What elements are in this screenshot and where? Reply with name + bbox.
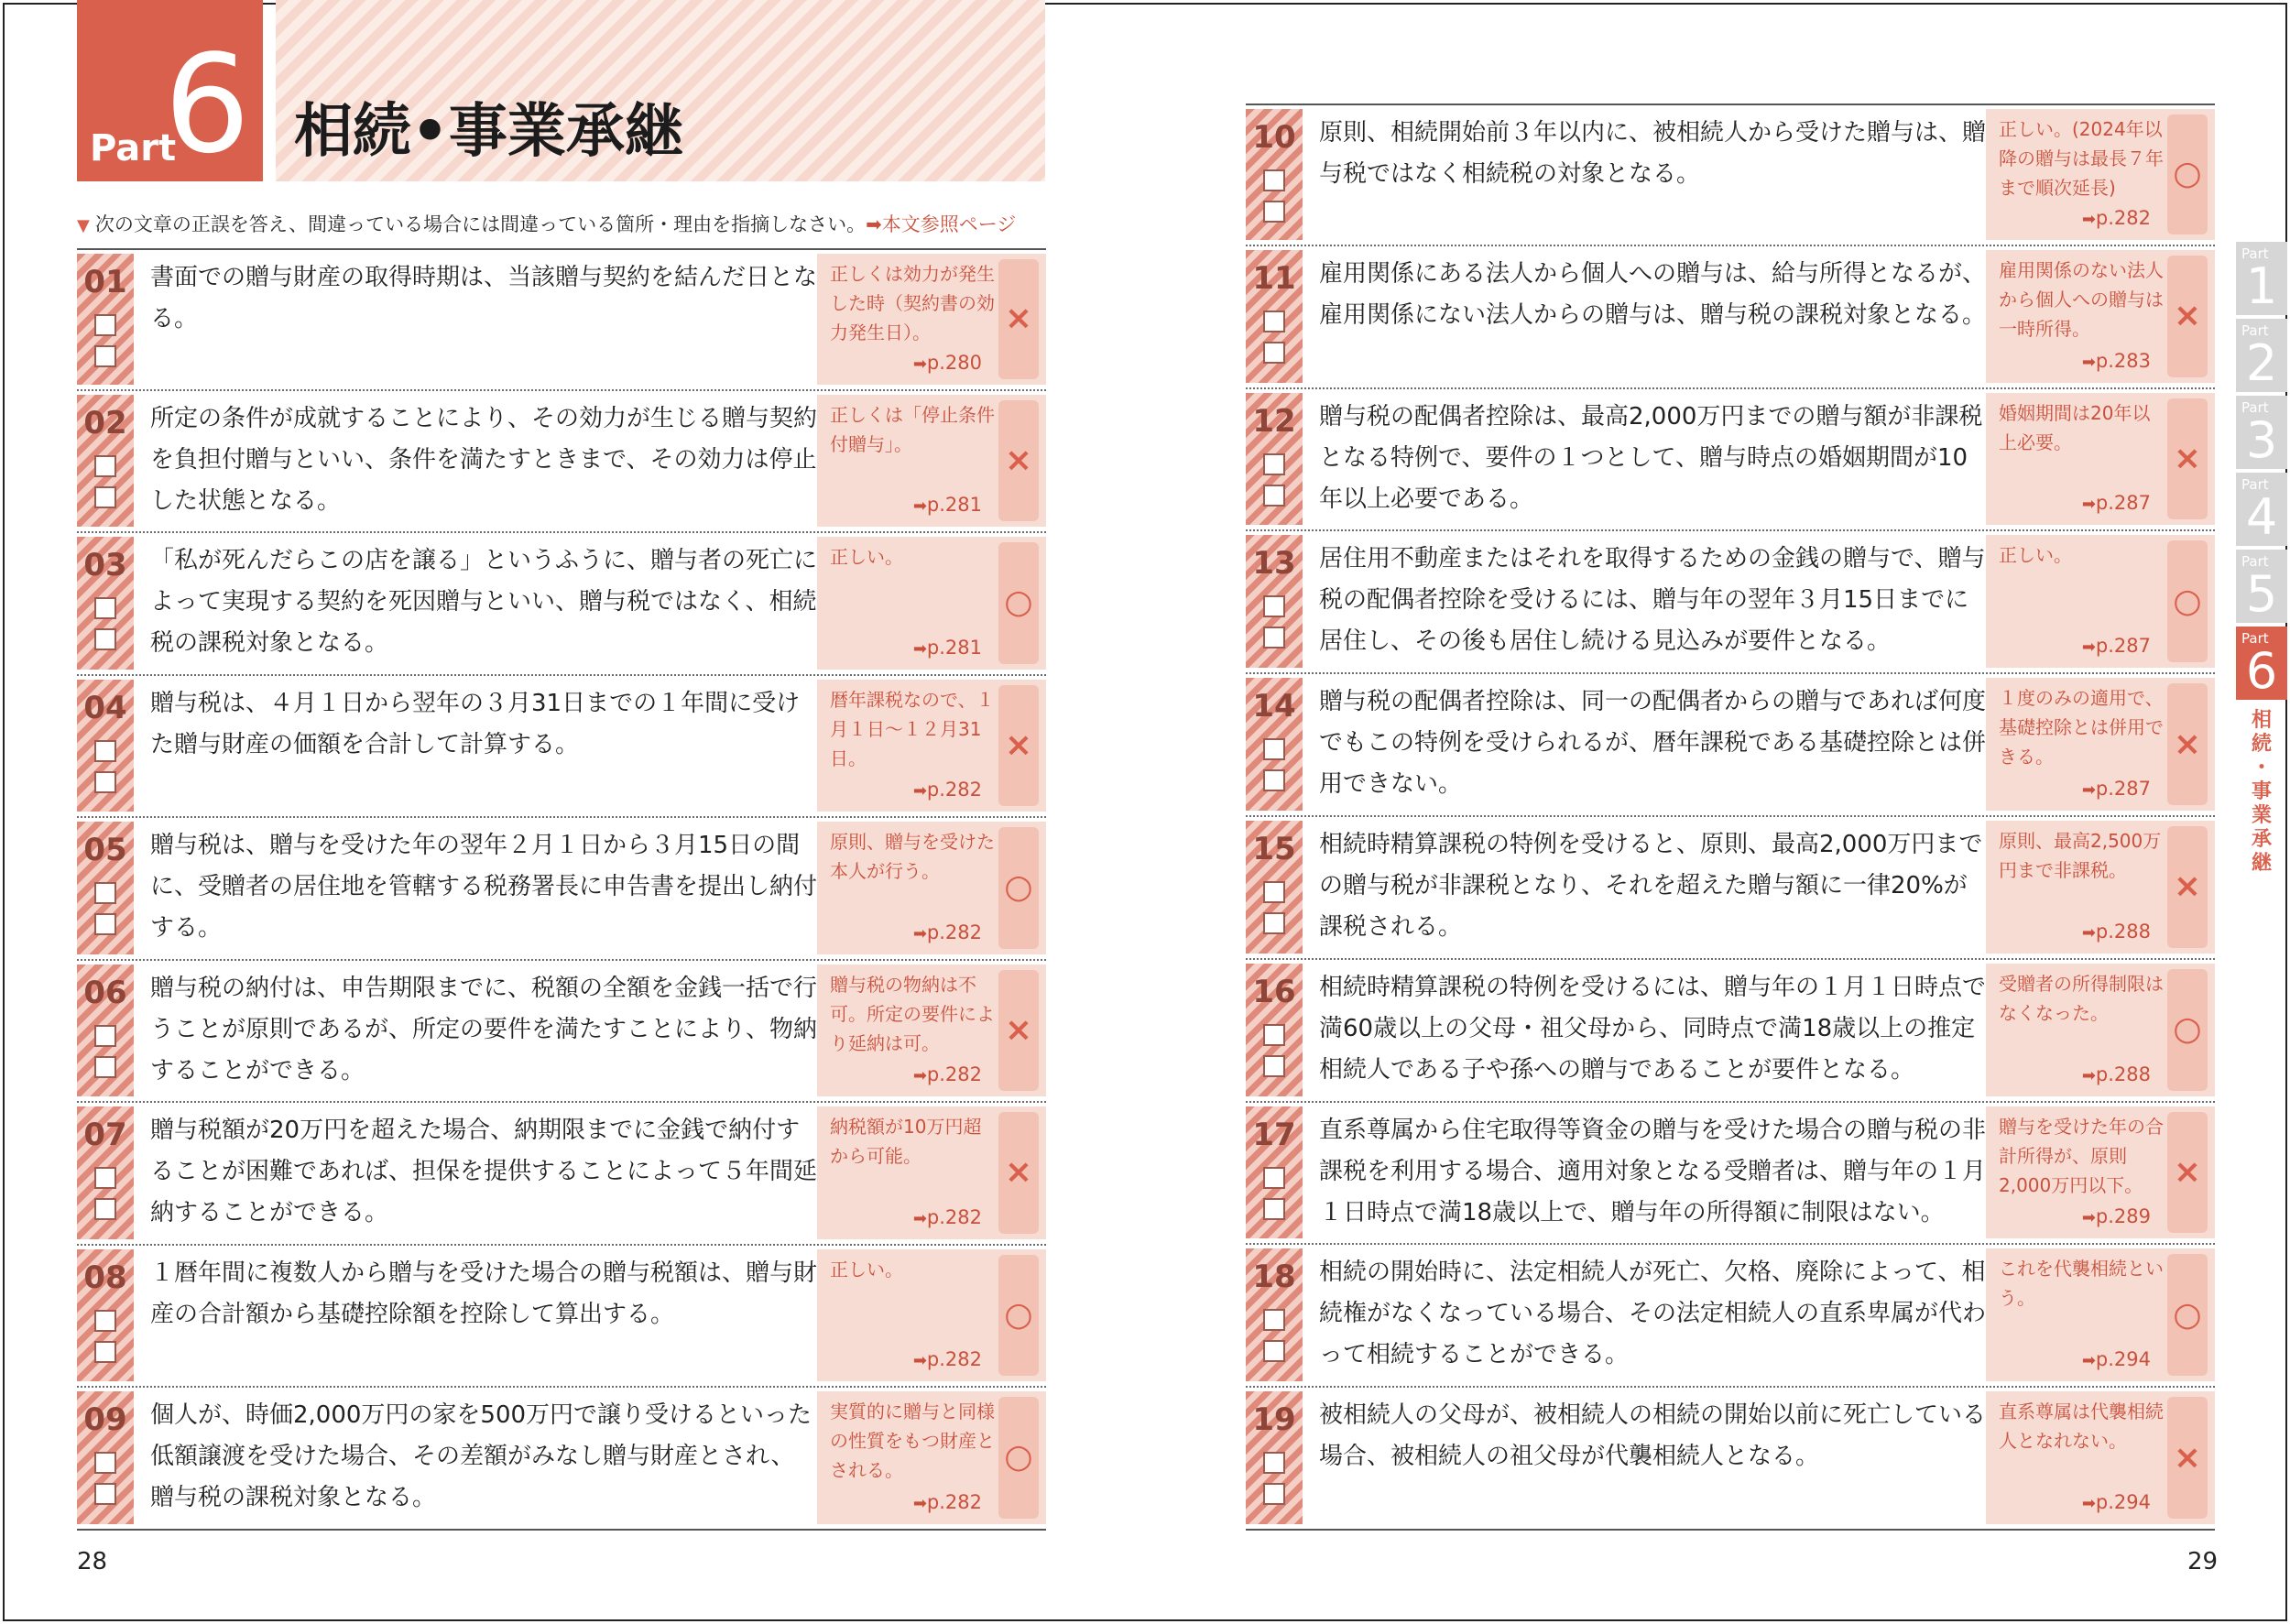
answer-column xyxy=(817,822,1046,954)
explanation-text: 直系尊属は代襲相続人となれない。 xyxy=(1999,1401,2164,1453)
answer-column xyxy=(1986,535,2215,668)
question-number: 14 xyxy=(1252,688,1296,725)
page-reference-text: p.283 xyxy=(2095,349,2151,372)
question-row xyxy=(77,961,1046,1104)
answer-mark-box xyxy=(2167,1254,2208,1376)
answer-mark-box xyxy=(998,1112,1039,1234)
answer-column xyxy=(1986,821,2215,954)
arrow-right-icon: ➡ xyxy=(2081,209,2096,229)
answer-mark: ○ xyxy=(2173,155,2202,193)
part-tab-number: 1 xyxy=(2245,257,2278,315)
answer-column xyxy=(1986,109,2215,240)
explanation-text: 実質的に贈与と同様の性質をもつ財産とされる。 xyxy=(830,1401,995,1481)
part-tab-5[interactable] xyxy=(2236,550,2287,623)
question-text: １暦年間に複数人から贈与を受けた場合の贈与税額は、贈与財産の合計額から基礎控除額を控除して算出する。 xyxy=(150,1259,817,1328)
question-number-column xyxy=(1246,250,1303,383)
answer-checkbox[interactable] xyxy=(94,345,116,367)
part-word: Part xyxy=(90,127,177,169)
question-row xyxy=(1246,674,2215,817)
answer-mark: × xyxy=(2173,867,2202,906)
explanation-text: 正しい。 xyxy=(830,546,903,568)
question-text: 贈与税額が20万円を超えた場合、納期限までに金銭で納付することが困難であれば、担保を提供することによって５年間延納することができる。 xyxy=(150,1117,817,1226)
answer-mark: × xyxy=(2173,297,2202,335)
answer-mark: × xyxy=(2173,1152,2202,1191)
question-number: 01 xyxy=(83,264,127,300)
page-reference xyxy=(2082,1488,2151,1519)
question-text: 相続の開始時に、法定相続人が死亡、欠格、廃除によって、相続権がなくなっている場合、その法定相続人の直系卑属が代わって相続することができる。 xyxy=(1319,1259,1986,1369)
answer-explanation xyxy=(1999,969,2167,1091)
page-reference xyxy=(913,775,982,806)
page-reference xyxy=(913,490,982,521)
answer-mark-box xyxy=(998,400,1039,522)
answer-column xyxy=(1986,250,2215,383)
page-reference-text: p.287 xyxy=(2095,492,2151,515)
page-reference xyxy=(2082,203,2151,234)
question-row xyxy=(1246,531,2215,674)
answer-mark: ○ xyxy=(1004,1295,1033,1334)
answer-checkbox[interactable] xyxy=(1263,1024,1285,1046)
answer-column xyxy=(817,680,1046,812)
question-number-column xyxy=(1246,821,1303,954)
question-text: 直系尊属から住宅取得等資金の贈与を受けた場合の贈与税の非課税を利用する場合、適用対象となる受贈者は、贈与年の１月１日時点で満18歳以上で、贈与年の所得額に制限はない。 xyxy=(1319,1116,1986,1226)
answer-mark-box xyxy=(998,259,1039,379)
answer-explanation xyxy=(830,970,998,1092)
question-number-column xyxy=(77,537,134,670)
question-number-column xyxy=(77,822,134,954)
answer-explanation xyxy=(830,1397,998,1519)
page-reference-text: p.280 xyxy=(926,351,982,374)
answer-column xyxy=(1986,393,2215,526)
part-tab-number: 4 xyxy=(2245,488,2278,546)
arrow-right-icon: ➡ xyxy=(2081,495,2096,515)
answer-mark-box xyxy=(998,1255,1039,1377)
page-reference xyxy=(913,348,982,379)
arrow-right-icon: ➡ xyxy=(2081,1208,2096,1228)
answer-explanation xyxy=(830,827,998,949)
question-number: 16 xyxy=(1252,973,1296,1010)
answer-column xyxy=(817,395,1046,528)
answer-checkbox[interactable] xyxy=(1263,1198,1285,1220)
answer-mark-box xyxy=(2167,826,2208,948)
page-reference xyxy=(2082,774,2151,805)
question-row xyxy=(77,248,1046,391)
answer-mark: ○ xyxy=(1004,868,1033,907)
page-reference xyxy=(913,1060,982,1091)
explanation-text: 受贈者の所得制限はなくなった。 xyxy=(1999,972,2164,1024)
answer-column xyxy=(817,254,1046,385)
right-question-list xyxy=(1246,104,2215,1531)
answer-explanation xyxy=(830,542,998,664)
question-text: 贈与税の配偶者控除は、最高2,000万円までの贈与額が非課税となる特例で、要件の１つとして、贈与時点の婚姻期間が10年以上必要である。 xyxy=(1319,402,1983,513)
question-row xyxy=(1246,389,2215,532)
answer-explanation xyxy=(830,1255,998,1377)
answer-checkbox[interactable] xyxy=(1263,912,1285,934)
answer-checkbox[interactable] xyxy=(94,882,116,904)
question-number: 18 xyxy=(1252,1259,1296,1296)
answer-checkbox[interactable] xyxy=(1263,485,1285,507)
question-number: 08 xyxy=(83,1259,127,1296)
question-number-column xyxy=(1246,1106,1303,1239)
question-number-column xyxy=(1246,964,1303,1096)
page-reference-text: p.288 xyxy=(2095,1063,2151,1085)
answer-column xyxy=(817,965,1046,1097)
page-reference-text: p.287 xyxy=(2095,777,2151,800)
explanation-text: 正しい。 xyxy=(1999,544,2072,567)
question-number-column xyxy=(77,254,134,385)
answer-checkbox[interactable] xyxy=(94,1056,116,1078)
page-reference-text: p.287 xyxy=(2095,635,2151,658)
explanation-text: 贈与税の物納は不可。所定の要件により延納は可。 xyxy=(830,973,995,1054)
answer-checkbox[interactable] xyxy=(1263,453,1285,475)
page-reference xyxy=(2082,1060,2151,1091)
explanation-text: 正しい。 xyxy=(830,1258,903,1281)
page-reference-text: p.282 xyxy=(2095,206,2151,229)
answer-mark-box xyxy=(998,542,1039,664)
part-tab-label: Part xyxy=(2241,399,2269,416)
page-reference-text: p.282 xyxy=(926,921,982,943)
question-text: 贈与税は、４月１日から翌年の３月31日までの１年間に受けた贈与財産の価額を合計して計算する。 xyxy=(150,689,801,758)
chapter-title: 相続•事業承継 xyxy=(294,98,683,166)
question-text: 雇用関係にある法人から個人への贈与は、給与所得となるが、雇用関係にない法人からの贈与は、贈与税の課税対象となる。 xyxy=(1319,259,1986,329)
part-tab-number: 3 xyxy=(2245,411,2278,469)
question-row xyxy=(1246,817,2215,960)
arrow-right-icon: ➡ xyxy=(912,354,927,374)
explanation-text: これを代襲相続という。 xyxy=(1999,1258,2164,1310)
answer-explanation xyxy=(830,685,998,807)
part-tab-number: 6 xyxy=(2245,642,2278,700)
answer-checkbox[interactable] xyxy=(94,455,116,477)
question-text: 「私が死んだらこの店を譲る」というふうに、贈与者の死亡によって実現する契約を死因贈与といい、贈与税ではなく、相続税の課税対象となる。 xyxy=(150,547,817,657)
answer-column xyxy=(817,1391,1046,1524)
answer-mark: ○ xyxy=(2173,582,2202,620)
answer-checkbox[interactable] xyxy=(94,597,116,619)
answer-checkbox[interactable] xyxy=(1263,169,1285,191)
page-reference-text: p.289 xyxy=(2095,1205,2151,1228)
question-row xyxy=(1246,1103,2215,1246)
answer-column xyxy=(1986,1248,2215,1381)
part-tab-2[interactable] xyxy=(2236,319,2287,392)
answer-checkbox[interactable] xyxy=(1263,595,1285,617)
arrow-right-icon: ➡ xyxy=(2081,1493,2096,1513)
question-row xyxy=(77,676,1046,819)
answer-checkbox[interactable] xyxy=(94,740,116,762)
explanation-text: 原則、贈与を受けた本人が行う。 xyxy=(830,831,995,882)
arrow-right-icon: ➡ xyxy=(912,923,927,943)
answer-mark: × xyxy=(1004,441,1033,479)
question-number-column xyxy=(77,965,134,1097)
answer-checkbox[interactable] xyxy=(94,1483,116,1505)
answer-checkbox[interactable] xyxy=(1263,1483,1285,1505)
question-number: 17 xyxy=(1252,1116,1296,1153)
answer-checkbox[interactable] xyxy=(1263,1055,1285,1077)
triangle-down-icon: ▼ xyxy=(77,216,90,235)
question-row xyxy=(1246,246,2215,389)
question-row xyxy=(77,533,1046,676)
answer-checkbox[interactable] xyxy=(94,1452,116,1474)
arrow-right-icon: ➡ xyxy=(912,638,927,659)
answer-checkbox[interactable] xyxy=(1263,311,1285,332)
answer-checkbox[interactable] xyxy=(1263,1167,1285,1189)
answer-mark-box xyxy=(2167,114,2208,234)
part-tab-label: Part xyxy=(2241,553,2269,570)
question-number: 19 xyxy=(1252,1401,1296,1439)
explanation-text: １度のみの適用で、基礎控除とは併用できる。 xyxy=(1999,687,2164,768)
page-reference xyxy=(913,1488,982,1519)
question-text: 相続時精算課税の特例を受けるには、贈与年の１月１日時点で満60歳以上の父母・祖父母から、同時点で満18歳以上の推定相続人である子や孫への贈与であることが要件となる。 xyxy=(1319,973,1986,1084)
answer-checkbox[interactable] xyxy=(94,1167,116,1189)
answer-checkbox[interactable] xyxy=(1263,1309,1285,1331)
question-text: 所定の条件が成就することにより、その効力が生じる贈与契約を負担付贈与といい、条件を満たすときまで、その効力は停止した状態となる。 xyxy=(150,404,817,515)
answer-checkbox[interactable] xyxy=(94,913,116,935)
answer-checkbox[interactable] xyxy=(94,314,116,336)
answer-checkbox[interactable] xyxy=(94,771,116,793)
answer-explanation xyxy=(1999,256,2167,377)
arrow-right-icon: ➡ xyxy=(2081,922,2096,943)
arrow-right-icon: ➡ xyxy=(912,1493,927,1513)
answer-column xyxy=(1986,1106,2215,1239)
answer-mark: × xyxy=(1004,300,1033,338)
explanation-text: 婚姻期間は20年以上必要。 xyxy=(1999,401,2151,453)
part-tab-6[interactable] xyxy=(2236,627,2287,700)
answer-mark: ○ xyxy=(2173,1010,2202,1049)
question-text: 贈与税の配偶者控除は、同一の配偶者からの贈与であれば何度でもこの特例を受けられるが、暦年課税である基礎控除とは併用できない。 xyxy=(1319,688,1986,799)
question-number: 15 xyxy=(1252,830,1296,867)
answer-column xyxy=(817,1106,1046,1239)
explanation-text: 贈与を受けた年の合計所得が、原則2,000万円以下。 xyxy=(1999,1115,2164,1196)
explanation-text: 納税額が10万円超から可能。 xyxy=(830,1116,982,1167)
answer-explanation xyxy=(1999,540,2167,662)
answer-explanation xyxy=(830,1112,998,1234)
question-text: 相続時精算課税の特例を受けると、原則、最高2,000万円までの贈与税が非課税となり、それを超えた贈与額に一律20%が課税される。 xyxy=(1319,830,1983,941)
explanation-text: 正しい。(2024年以降の贈与は最長７年まで順次延長) xyxy=(1999,118,2164,199)
question-text: 個人が、時価2,000万円の家を500万円で譲り受けるといった低額譲渡を受けた場合、その差額がみなし贈与財産とされ、贈与税の課税対象となる。 xyxy=(150,1401,812,1511)
answer-explanation xyxy=(830,259,998,379)
question-number-column xyxy=(77,1391,134,1524)
question-number-column xyxy=(77,1249,134,1382)
answer-explanation xyxy=(1999,1112,2167,1234)
question-number-column xyxy=(77,1106,134,1239)
answer-checkbox[interactable] xyxy=(1263,769,1285,791)
answer-column xyxy=(817,537,1046,670)
page-reference-text: p.282 xyxy=(926,1348,982,1370)
page-reference xyxy=(2082,631,2151,662)
explanation-text: 正しくは効力が発生した時（契約書の効力発生日）。 xyxy=(830,263,995,343)
answer-column xyxy=(817,1249,1046,1382)
answer-checkbox[interactable] xyxy=(1263,738,1285,760)
answer-column xyxy=(1986,1391,2215,1524)
question-row xyxy=(1246,1245,2215,1388)
answer-mark-box xyxy=(2167,1397,2208,1519)
part-side-tabs xyxy=(2236,242,2287,876)
question-text: 被相続人の父母が、被相続人の相続の開始以前に死亡している場合、被相続人の祖父母が代襲相続人となる。 xyxy=(1319,1401,1986,1471)
answer-checkbox[interactable] xyxy=(1263,1340,1285,1362)
part-number: 6 xyxy=(164,26,251,183)
answer-explanation xyxy=(1999,826,2167,948)
answer-column xyxy=(1986,678,2215,811)
page-reference-text: p.282 xyxy=(926,1063,982,1085)
page-reference-text: p.282 xyxy=(926,779,982,801)
answer-explanation xyxy=(1999,398,2167,520)
active-tab-title: 相 続 ・ 事 業 承 継 xyxy=(2251,709,2272,875)
instruction-ref: ➡本文参照ページ xyxy=(866,213,1017,235)
part-tab-3[interactable] xyxy=(2236,396,2287,469)
part-tab-label: Part xyxy=(2241,245,2269,262)
question-number: 12 xyxy=(1252,402,1296,440)
answer-explanation xyxy=(1999,114,2167,234)
answer-mark: × xyxy=(1004,725,1033,764)
question-number: 06 xyxy=(83,974,127,1011)
instruction xyxy=(77,209,1048,240)
page-reference xyxy=(913,1345,982,1376)
answer-checkbox[interactable] xyxy=(94,628,116,650)
question-text: 書面での贈与財産の取得時期は、当該贈与契約を結んだ日となる。 xyxy=(150,264,817,332)
part-tab-number: 2 xyxy=(2245,334,2278,392)
question-number: 10 xyxy=(1252,119,1296,156)
question-text: 居住用不動産またはそれを取得するための金銭の贈与で、贈与税の配偶者控除を受けるには、贈与年の翌年３月15日までに居住し、その後も居住し続ける見込みが要件となる。 xyxy=(1319,545,1986,656)
question-number-column xyxy=(1246,678,1303,811)
page-reference-text: p.281 xyxy=(926,494,982,516)
answer-checkbox[interactable] xyxy=(94,1310,116,1332)
answer-checkbox[interactable] xyxy=(1263,881,1285,903)
page-reference-text: p.282 xyxy=(926,1205,982,1228)
answer-checkbox[interactable] xyxy=(94,1198,116,1220)
explanation-text: 正しくは「停止条件付贈与」。 xyxy=(830,403,995,455)
page-number-left: 28 xyxy=(77,1548,108,1575)
question-row xyxy=(77,1103,1046,1246)
page-reference xyxy=(2082,1202,2151,1233)
question-number-column xyxy=(1246,109,1303,240)
answer-mark-box xyxy=(2167,540,2208,662)
part-tab-1[interactable] xyxy=(2236,242,2287,315)
question-row xyxy=(1246,1388,2215,1531)
answer-mark-box xyxy=(998,685,1039,807)
question-number: 09 xyxy=(83,1401,127,1438)
answer-explanation xyxy=(830,400,998,522)
question-row xyxy=(77,1388,1046,1531)
question-number-column xyxy=(1246,393,1303,526)
answer-mark-box xyxy=(998,970,1039,1092)
answer-mark: ○ xyxy=(1004,583,1033,622)
left-question-list xyxy=(77,248,1046,1531)
part-tab-label: Part xyxy=(2241,322,2269,339)
page-reference xyxy=(913,1203,982,1234)
question-number: 02 xyxy=(83,404,127,441)
answer-checkbox[interactable] xyxy=(94,486,116,508)
answer-mark-box xyxy=(998,827,1039,949)
answer-mark-box xyxy=(2167,1112,2208,1234)
question-text: 原則、相続開始前３年以内に、被相続人から受けた贈与は、贈与税ではなく相続税の対象となる。 xyxy=(1319,119,1986,188)
page-reference-text: p.282 xyxy=(926,1490,982,1513)
answer-explanation xyxy=(1999,683,2167,805)
question-number-column xyxy=(1246,535,1303,668)
part-tab-label: Part xyxy=(2241,630,2269,647)
page-reference xyxy=(2082,917,2151,948)
answer-column xyxy=(1986,964,2215,1096)
page-reference xyxy=(2082,488,2151,519)
answer-mark: × xyxy=(2173,1438,2202,1477)
explanation-text: 暦年課税なので、１月１日～１２月31日。 xyxy=(830,688,995,769)
question-number: 03 xyxy=(83,547,127,583)
arrow-right-icon: ➡ xyxy=(2081,638,2096,658)
arrow-right-icon: ➡ xyxy=(912,496,927,516)
question-number: 11 xyxy=(1252,259,1296,297)
arrow-right-icon: ➡ xyxy=(2081,352,2096,372)
answer-mark-box xyxy=(2167,398,2208,520)
answer-mark-box xyxy=(2167,256,2208,377)
answer-mark-box xyxy=(2167,683,2208,805)
part-tab-number: 5 xyxy=(2245,565,2278,623)
answer-mark-box xyxy=(2167,969,2208,1091)
question-number-column xyxy=(77,680,134,812)
arrow-right-icon: ➡ xyxy=(912,1351,927,1370)
question-number: 07 xyxy=(83,1117,127,1153)
arrow-right-icon: ➡ xyxy=(2081,1065,2096,1085)
explanation-text: 原則、最高2,500万円まで非課税。 xyxy=(1999,829,2162,881)
question-text: 贈与税は、贈与を受けた年の翌年２月１日から３月15日の間に、受贈者の居住地を管轄する税務署長に申告書を提出し納付する。 xyxy=(150,832,817,942)
page-reference xyxy=(2082,346,2151,377)
answer-checkbox[interactable] xyxy=(1263,201,1285,223)
answer-explanation xyxy=(1999,1397,2167,1519)
explanation-text: 雇用関係のない法人から個人への贈与は一時所得。 xyxy=(1999,258,2164,340)
arrow-right-icon: ➡ xyxy=(2081,1351,2096,1371)
question-number: 13 xyxy=(1252,545,1296,583)
part-badge xyxy=(77,0,263,181)
question-number-column xyxy=(1246,1391,1303,1524)
question-number: 04 xyxy=(83,689,127,726)
answer-mark: × xyxy=(2173,725,2202,763)
answer-mark: × xyxy=(1004,1153,1033,1192)
part-tab-label: Part xyxy=(2241,476,2269,493)
answer-checkbox[interactable] xyxy=(1263,627,1285,649)
answer-checkbox[interactable] xyxy=(1263,1452,1285,1474)
answer-mark: ○ xyxy=(1004,1438,1033,1477)
question-row xyxy=(77,1246,1046,1389)
page-reference xyxy=(913,633,982,664)
page-reference-text: p.288 xyxy=(2095,920,2151,943)
answer-checkbox[interactable] xyxy=(1263,342,1285,364)
page-reference-text: p.281 xyxy=(926,636,982,659)
question-number-column xyxy=(77,395,134,528)
question-row xyxy=(77,818,1046,961)
answer-mark-box xyxy=(998,1397,1039,1519)
answer-mark: × xyxy=(2173,439,2202,477)
answer-mark: × xyxy=(1004,1010,1033,1049)
arrow-right-icon: ➡ xyxy=(912,1208,927,1228)
arrow-right-icon: ➡ xyxy=(912,781,927,801)
arrow-right-icon: ➡ xyxy=(912,1066,927,1085)
title-band xyxy=(276,0,1045,181)
answer-mark: ○ xyxy=(2173,1295,2202,1334)
instruction-text: 次の文章の正誤を答え、間違っている場合には間違っている箇所・理由を指摘しなさい。 xyxy=(94,213,867,235)
question-number-column xyxy=(1246,1248,1303,1381)
page-reference-text: p.294 xyxy=(2095,1348,2151,1371)
question-row xyxy=(1246,104,2215,246)
arrow-right-icon: ➡ xyxy=(2081,779,2096,800)
question-row xyxy=(1246,960,2215,1103)
page-reference xyxy=(2082,1345,2151,1376)
question-number: 05 xyxy=(83,832,127,868)
page-reference xyxy=(913,918,982,949)
answer-checkbox[interactable] xyxy=(94,1025,116,1047)
part-tab-4[interactable] xyxy=(2236,473,2287,546)
answer-explanation xyxy=(1999,1254,2167,1376)
page-reference-text: p.294 xyxy=(2095,1490,2151,1513)
question-row xyxy=(77,391,1046,534)
answer-checkbox[interactable] xyxy=(94,1341,116,1363)
page-number-right: 29 xyxy=(2187,1548,2219,1575)
question-text: 贈与税の納付は、申告期限までに、税額の全額を金銭一括で行うことが原則であるが、所定の要件を満たすことにより、物納することができる。 xyxy=(150,974,817,1084)
